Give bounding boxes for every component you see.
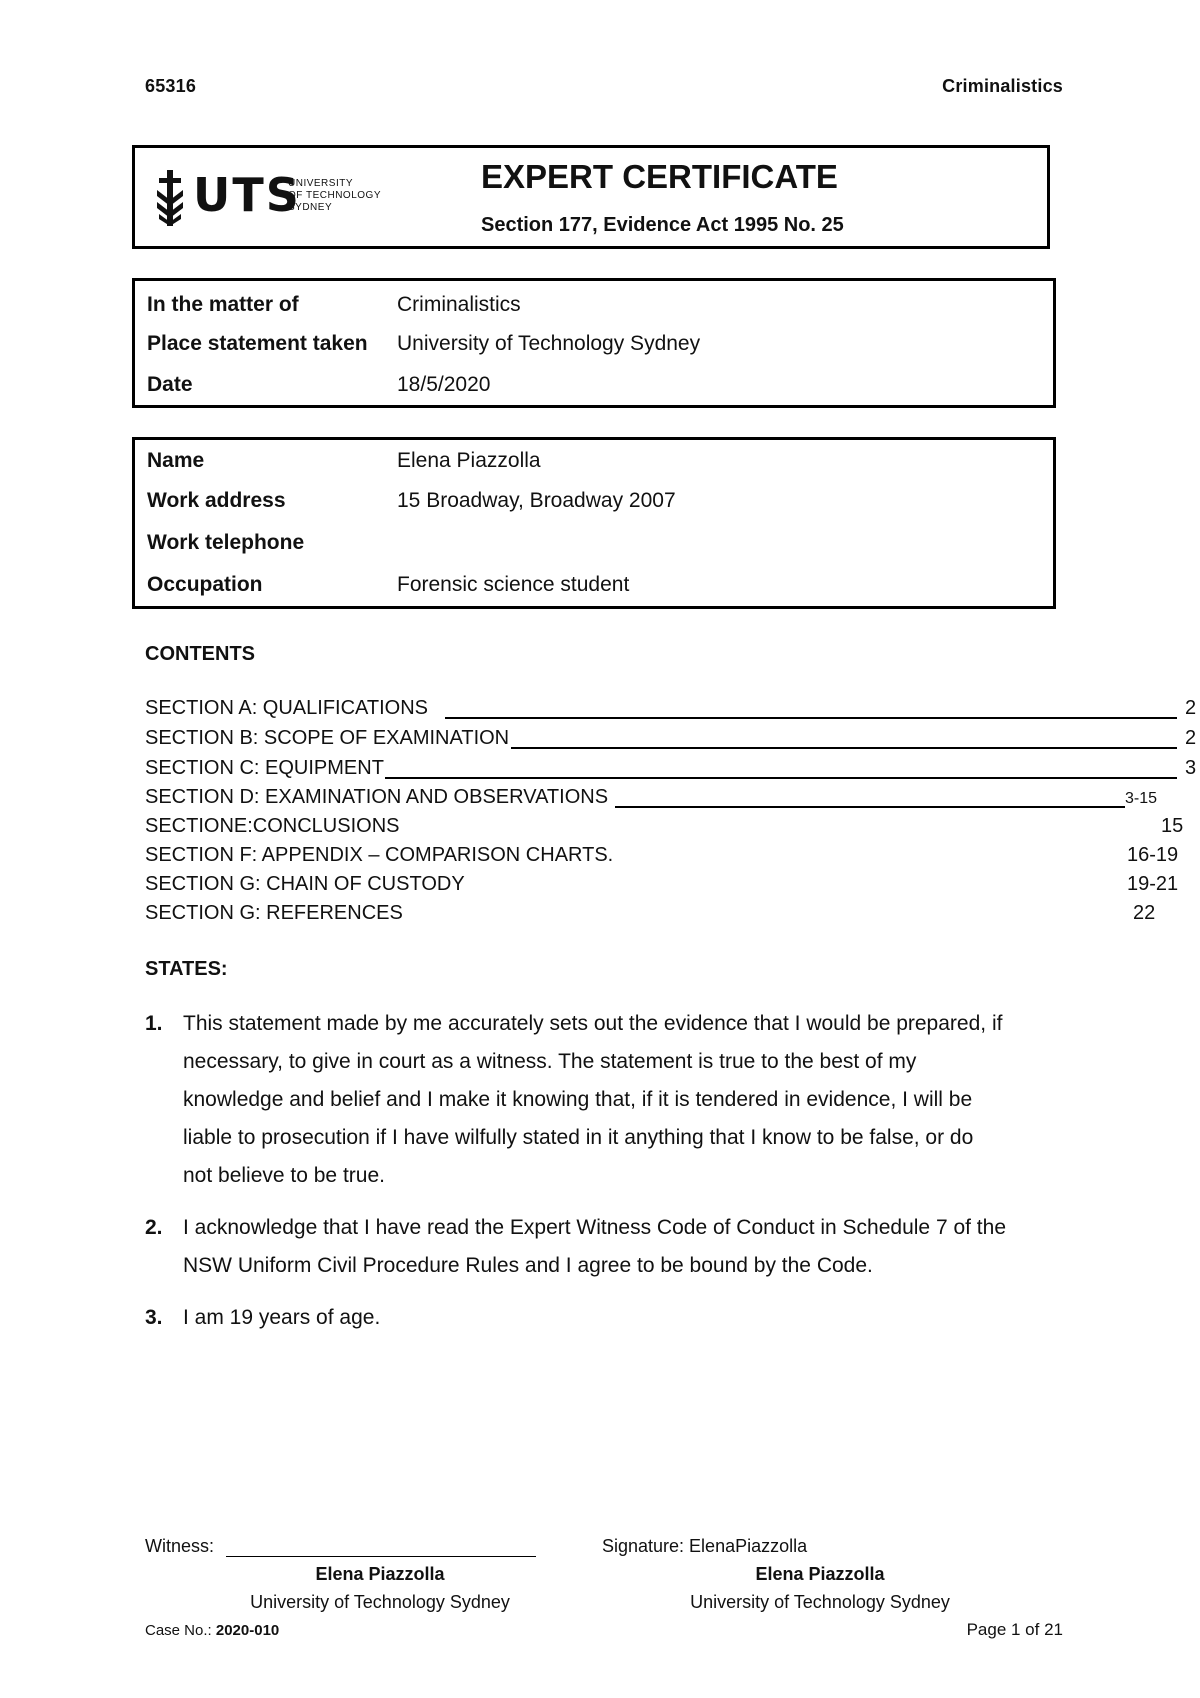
statement-line: I am 19 years of age. [183,1306,381,1329]
toc-entry[interactable] [145,815,1184,841]
work-address-label: Work address [147,489,286,512]
person-box [132,437,1056,609]
name-value: Elena Piazzolla [397,449,541,472]
case-value: 2020-010 [215,1622,280,1639]
statement-line: NSW Uniform Civil Procedure Rules and I agree to be bound by the Code. [183,1254,873,1277]
name-label: Name [147,449,205,472]
header-code: 65316 [145,76,197,96]
toc-entry[interactable] [145,786,1158,812]
statement-line: necessary, to give in court as a witness. The statement is true to the best of my [183,1050,917,1073]
logo-line: SYDNEY [288,202,333,213]
witness-organisation: University of Technology Sydney [250,1592,510,1612]
toc-title: SECTION G: REFERENCES [145,902,403,924]
toc-page: 3-15 [1125,790,1158,807]
toc-page: 22 [1133,902,1156,924]
statement-paragraph [183,1209,1063,1285]
toc-leader [385,777,1177,779]
statement-number: 2. [145,1216,163,1239]
witness-name: Elena Piazzolla [315,1564,445,1584]
toc-leader [615,806,1125,808]
statement-line: I acknowledge that I have read the Expert Witness Code of Conduct in Schedule 7 of the [183,1216,1006,1239]
toc-entry[interactable] [145,697,1197,723]
statement-number: 1. [145,1012,163,1035]
toc-title: SECTION C: EQUIPMENT [145,757,384,779]
toc-leader [445,717,1177,719]
case-number [145,1622,279,1639]
occupation-label: Occupation [147,573,263,596]
signatory-organisation: University of Technology Sydney [690,1592,950,1612]
date-label: Date [147,373,193,396]
uts-logo [155,166,415,232]
statement-line: knowledge and belief and I make it knowing that, if it is tendered in evidence, I will be [183,1088,973,1111]
logo-line: UNIVERSITY [288,178,354,189]
matter-box [132,278,1056,408]
date-value: 18/5/2020 [397,373,491,396]
states-heading: STATES: [145,958,228,980]
statement-line: This statement made by me accurately sets out the evidence that I would be prepared, if [183,1012,1003,1035]
statement-line: liable to prosecution if I have wilfully stated in it anything that I know to be false, or do [183,1126,974,1149]
statement-paragraph [183,1005,1063,1195]
toc-title: SECTION D: EXAMINATION AND OBSERVATIONS [145,786,609,808]
certificate-header-box [132,145,1050,249]
signatory-name: Elena Piazzolla [755,1564,885,1584]
toc-page: 2 [1185,727,1197,749]
certificate-subtitle: Section 177, Evidence Act 1995 No. 25 [481,214,844,236]
toc-title: SECTION A: QUALIFICATIONS [145,697,429,719]
statement-number: 3. [145,1306,163,1329]
toc-title: SECTIONE:CONCLUSIONS [145,815,400,837]
uts-crest-icon [155,170,185,226]
matter-value: Criminalistics [397,293,521,316]
toc-page: 3 [1185,757,1197,779]
case-label: Case No.: [145,1622,216,1639]
matter-label: In the matter of [147,293,299,316]
logo-word: UTS [193,168,301,222]
page-indicator: Page 1 of 21 [966,1620,1063,1639]
work-telephone-label: Work telephone [147,531,305,554]
statement-line: not believe to be true. [183,1164,385,1187]
occupation-value: Forensic science student [397,573,630,596]
certificate-title: EXPERT CERTIFICATE [481,158,838,195]
work-address-value: 15 Broadway, Broadway 2007 [397,489,676,512]
witness-label: Witness: [145,1536,215,1556]
logo-line: OF TECHNOLOGY [288,190,381,201]
toc-page: 16-19 [1127,844,1179,866]
logo-text [288,178,381,214]
contents-heading: CONTENTS [145,643,255,665]
toc-leader [511,747,1177,749]
place-value: University of Technology Sydney [397,332,701,355]
toc-page: 2 [1185,697,1197,719]
toc-title: SECTION G: CHAIN OF CUSTODY [145,873,465,895]
toc-entry[interactable] [145,844,1179,870]
toc-entry[interactable] [145,757,1197,783]
toc-entry[interactable] [145,727,1197,753]
toc-page: 19-21 [1127,873,1179,895]
toc-page: 15 [1161,815,1184,837]
witness-signature-line[interactable] [226,1556,536,1557]
signature-text: Signature: ElenaPiazzolla [602,1536,808,1556]
toc-title: SECTION B: SCOPE OF EXAMINATION [145,727,510,749]
toc-title: SECTION F: APPENDIX – COMPARISON CHARTS. [145,844,614,866]
toc-entry[interactable] [145,902,1156,928]
place-label: Place statement taken [147,332,368,355]
header-subject: Criminalistics [942,76,1063,96]
statement-paragraph [183,1299,1063,1337]
toc-entry[interactable] [145,873,1179,899]
